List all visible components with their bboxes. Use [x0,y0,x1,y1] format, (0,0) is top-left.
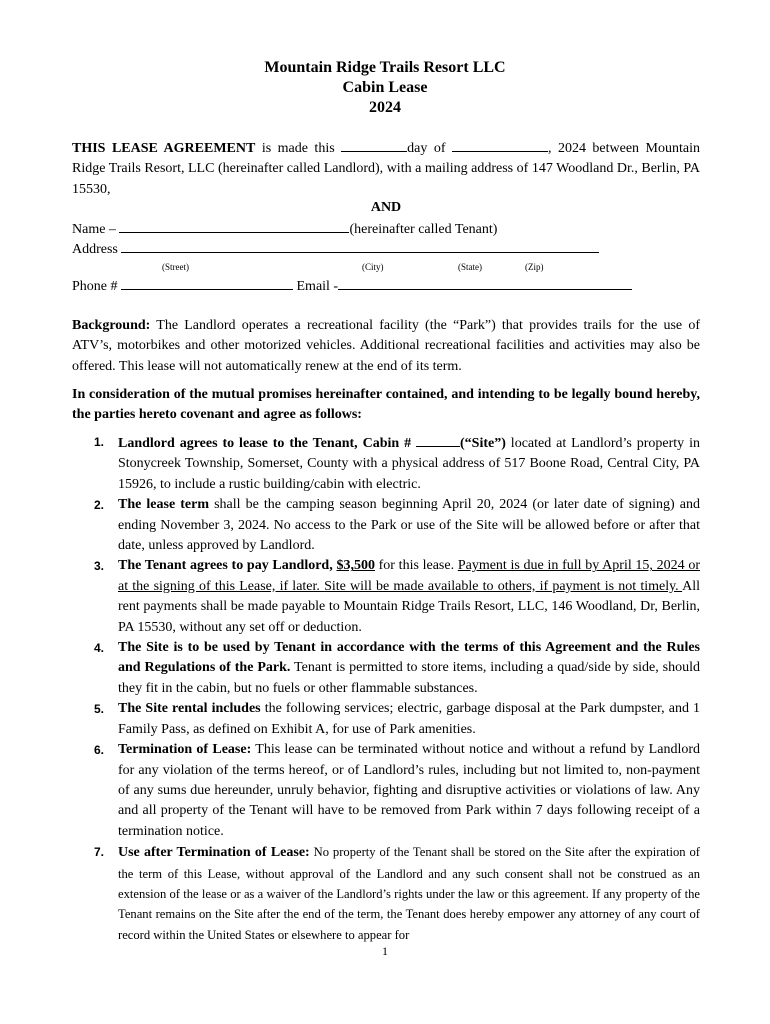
term-item-1 [72,432,700,495]
state-caption: (State) [458,262,482,272]
term-text: Tenant is permitted to store items, including a quad/side by side, should they fit in the cabin, but no fuels or other flammable substances. [118,660,700,696]
term-heading: The lease term [118,497,210,513]
payment-deadline-text: Payment is due in full by April 15, 2024 or at the signing of this Lease, if later. Site will be made available to others, if payment is not timely. [118,558,701,594]
consideration-paragraph: In consideration of the mutual promises hereinafter contained, and intending to be legally bound hereby, the parties hereto covenant and agree as follows: [72,387,700,423]
contact-line [72,275,700,297]
term-number: 6. [94,743,105,758]
document-year: 2024 [369,99,401,116]
term-heading: Termination of Lease: [118,742,252,758]
intro-lead: THIS LEASE AGREEMENT [72,141,256,156]
term-heading: The Site is to be used by Tenant in accordance with the terms of this Agreement and the Rules and Regulations of the Park. [118,640,700,676]
term-text: All rent payments shall be made payable to Mountain Ridge Trails Resort, LLC, 146 Woodland, Dr, Berlin, PA 15530, without any set off or deduction. [118,578,700,635]
intro-text-2: day of [407,141,452,156]
tenant-address-line [72,238,700,260]
day-blank[interactable] [341,137,407,152]
term-number: 2. [94,498,105,513]
and-label: AND [370,200,402,215]
term-heading: The Tenant agrees to pay Landlord, [118,558,337,574]
terms-list [72,432,700,945]
term-item-5 [72,699,700,740]
term-heading: The Site rental includes [118,701,261,717]
term-text: shall be the camping season beginning April 20, 2024 (or later date of signing) and ending November 3, 2024. No access to the Park or use of the Site will be allowed before or after that date, unless approved by Landlord. [118,497,700,554]
term-item-6 [72,740,700,842]
email-blank[interactable] [338,275,632,290]
term-item-7 [72,842,700,945]
term-number: 1. [94,435,105,449]
term-text: No property of the Tenant shall be stored on the Site after the expiration of the term of this Lease, without approval of the Landlord and any such consent shall not be construed as an extension of the lease or as a waiver of the Landlord’s rights under the law or this agreement. If any property of the Tenant remains on the Site after the end of the term, the Tenant does hereby empower any attorney of any court of record within the United States or elsewhere to appear for [118,845,700,942]
intro-text-1: is made this [255,141,342,156]
zip-caption: (Zip) [525,262,544,272]
address-blank[interactable] [121,238,599,253]
term-number: 4. [94,641,105,656]
name-suffix: (hereinafter called Tenant) [349,222,498,237]
tenant-name-blank[interactable] [119,218,349,233]
rent-amount: $3,500 [336,558,375,574]
intro-paragraph [72,137,700,200]
term-text: the following services; electric, garbage disposal at the Park dumpster, and 1 Family Pass, as defined on Exhibit A, for use of Park amenities. [118,701,701,737]
phone-label: Phone # [72,279,121,294]
city-caption: (City) [362,262,384,272]
term-item-4 [72,638,700,699]
address-label: Address [72,242,122,257]
name-label: Name – [72,222,120,237]
company-name: Mountain Ridge Trails Resort LLC [264,59,506,76]
month-blank[interactable] [452,137,548,152]
term-text: for this lease. [374,558,458,574]
background-text: The Landlord operates a recreational facility (the “Park”) that provides trails for the use of ATV’s, motorbikes and other motorized vehicles. Additional recreational facilities and activities may also be offered. This lease will not automatically renew at the end of its term. [72,318,700,374]
background-label: Background: [72,318,151,333]
term-heading: Use after Termination of Lease: [118,845,310,861]
term-text: located at Landlord’s property in Stonycreek Township, Somerset, County with a physical address of 517 Boone Road, Central City, PA 15926, to include a rustic building/cabin with electric. [118,436,700,492]
term-heading: Landlord agrees to lease to the Tenant, Cabin # [118,436,416,451]
background-paragraph [72,316,700,377]
term-number: 3. [94,559,105,574]
site-label: (“Site”) [460,436,506,451]
page-number: 1 [382,944,388,958]
phone-blank[interactable] [121,275,293,290]
street-caption: (Street) [162,262,189,272]
document-title: Cabin Lease [342,79,428,96]
cabin-number-blank[interactable] [416,432,460,447]
term-text: This lease can be terminated without notice and without a refund by Landlord for any violation of the terms hereof, or of Landlord’s rules, including but not limited to, non-payment of any sums due hereunder, unruly behavior, fighting and disruptive activities or violations of law. Any and all property of the Tenant will have to be removed from Park within 7 days following receipt of a termination notice. [118,742,700,839]
term-number: 5. [94,702,105,717]
term-number: 7. [94,845,105,860]
intro-text-3: , 2024 between Mountain Ridge Trails Resort, LLC (hereinafter called Landlord), with a mailing address of 147 Woodland Dr., Berlin, PA 15530, [72,141,700,197]
term-item-3 [72,556,700,638]
email-label: Email - [293,279,339,294]
term-item-2 [72,495,700,556]
